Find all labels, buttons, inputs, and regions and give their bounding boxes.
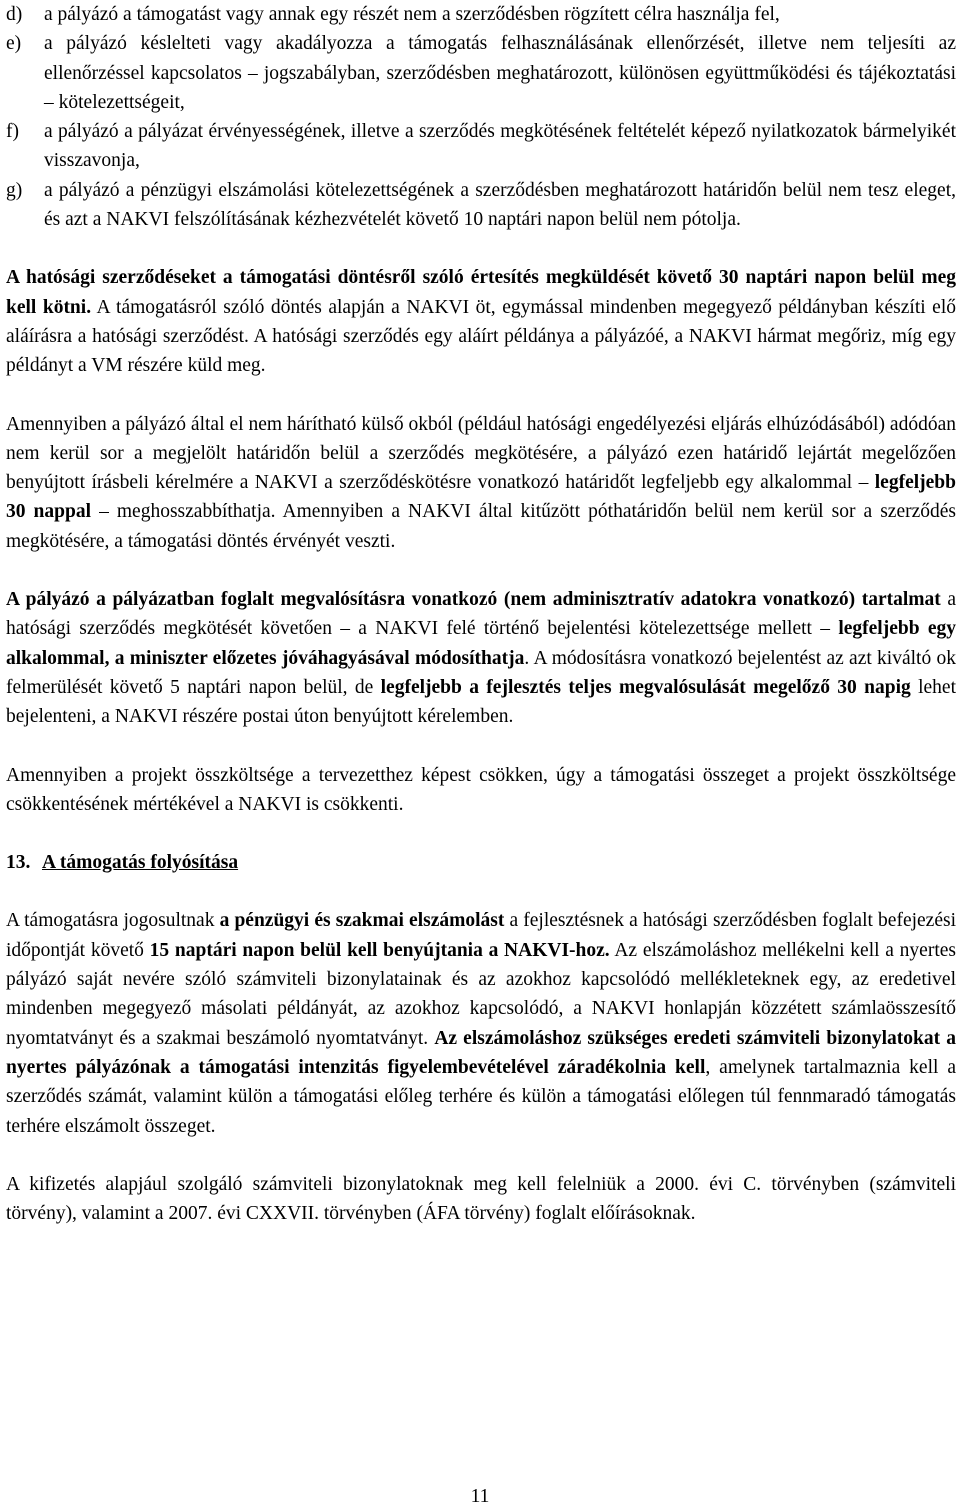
text: , amelynek tartalmaznia kell a szerződés számát, valamint külön a támogatási előleg terhére és külön a támogatási előlegen túl fennmaradó támogatás terhére elszámolt összeget. [6,1056,956,1137]
bold-text: A hatósági szerződéseket a támogatási döntésről szóló értesítés megküldését követő 30 naptári napon belül meg kell kötni. [6,267,956,318]
list-item-d [6,0,956,29]
list-text: a pályázó a pénzügyi elszámolási kötelezettségének a szerződésben meghatározott határidőn belül nem tesz eleget, és azt a NAKVI felszólításának kézhezvételét követő 10 naptári napon belül nem pótolja. [44,179,956,231]
section-number: 13. [6,852,31,874]
bold-text: Az elszámoláshoz szükséges eredeti számviteli bizonylatokat a nyertes pályázónak a támogatási intenzitás figyelembevételével záradékolnia kell [6,1027,957,1078]
bold-text: A pályázó a pályázatban foglalt megvalósításra vonatkozó (nem adminisztratív adatokra vonatkozó) tartalmat [6,589,941,611]
paragraph-contract-signing [6,263,956,380]
list-text: a pályázó a támogatást vagy annak egy részét nem a szerződésben rögzített célra használja fel, [44,4,780,25]
text: A kifizetés alapjául szolgáló számviteli bizonylatoknak meg kell felelniük a 2000. évi C. törvényben (számviteli törvény), valamint a 2007. évi CXXVII. törvényben (ÁFA törvény) foglalt előírásoknak. [6,1173,956,1225]
bold-text: legfeljebb a fejlesztés teljes megvalósulását megelőző 30 napig [380,676,911,698]
document-page [6,0,956,1228]
paragraph-deadline-extension [6,410,956,556]
bold-text: 15 naptári napon belül kell benyújtania a NAKVI-hoz. [149,939,610,961]
text: a hatósági szerződés megkötését követően – a NAKVI felé történő bejelentési kötelezettsége mellett – [6,589,956,640]
text: a fejlesztésnek a hatósági szerződésben foglalt befejezési időpontját követő [6,910,956,961]
list-marker: f) [6,121,19,143]
text: . A módosításra vonatkozó bejelentést az azt kiváltó ok felmerülését követő 5 naptári napon belül, de [6,647,957,698]
list-item-e [6,29,956,117]
section-title: A támogatás folyósítása [42,852,239,874]
text: lehet bejelenteni, a NAKVI részére postai úton benyújtott kérelemben. [6,676,956,728]
paragraph-settlement [6,906,956,1140]
paragraph-modification [6,585,956,731]
bold-text: legfeljebb egy alkalommal, a miniszter előzetes jóváhagyásával módosíthatja [6,618,956,669]
text: A támogatásról szóló döntés alapján a NAKVI öt, egymással mindenben megegyező példányban készíti elő aláírásra a hatósági szerződést. A hatósági szerződés egy aláírt példánya a pályázóé, a NAKVI hármat megőriz, míg egy példányt a VM részére küld meg. [6,296,957,377]
text: Amennyiben a pályázó által el nem hárítható külső okból (például hatósági engedélyezési eljárás elhúzódásából) adódóan nem kerül sor a megjelölt határidőn belül a szerződés megkötésére, a pályázó ezen határidő lejártát megelőzően benyújtott írásbeli kérelmére a NAKVI a szerződéskötésre vonatkozó határidőt legfeljebb egy alkalommal – [6,413,956,494]
paragraph-cost-reduction [6,761,956,820]
bold-text: legfeljebb 30 nappal [6,472,956,523]
list-item-f [6,117,956,176]
bold-text: a pénzügyi és szakmai elszámolást [219,910,505,932]
list-marker: g) [6,179,23,201]
page-number: 11 [470,1486,490,1507]
paragraph-legal-requirements [6,1170,956,1229]
list-marker: e) [6,33,22,55]
text: – meghosszabbíthatja. Amennyiben a NAKVI által kitűzött póthatáridőn belül nem kerül sor a szerződés megkötésére, a támogatási döntés érvényét veszti. [6,501,956,552]
text: Az elszámoláshoz mellékelni kell a nyertes pályázó saját nevére szóló számviteli bizonylatainak és az azokhoz kapcsolódó mellékleteknek egy, az eredetivel mindenben megegyező másolati példányát, az azokhoz kapcsolódó, a NAKVI honlapján közzétett számlaösszesítő nyomtatványt és a szakmai beszámoló nyomtatványt. [6,939,956,1049]
section-heading [6,848,956,877]
text: A támogatásra jogosultnak [6,910,220,932]
list-item-g [6,176,956,235]
list-text: a pályázó a pályázat érvényességének, illetve a szerződés megkötésének feltételét képező nyilatkozatok bármelyikét visszavonja, [44,121,956,172]
list-marker: d) [6,4,23,25]
text: Amennyiben a projekt összköltsége a tervezetthez képest csökken, úgy a támogatási összeget a projekt összköltsége csökkentésének mértékével a NAKVI is csökkenti. [6,764,956,815]
list-text: a pályázó késlelteti vagy akadályozza a támogatás felhasználásának ellenőrzését, illetve nem teljesíti az ellenőrzéssel kapcsolatos – jogszabályban, szerződésben meghatározott, különösen együttműködési és tájékoztatási – kötelezettségeit, [44,33,956,113]
